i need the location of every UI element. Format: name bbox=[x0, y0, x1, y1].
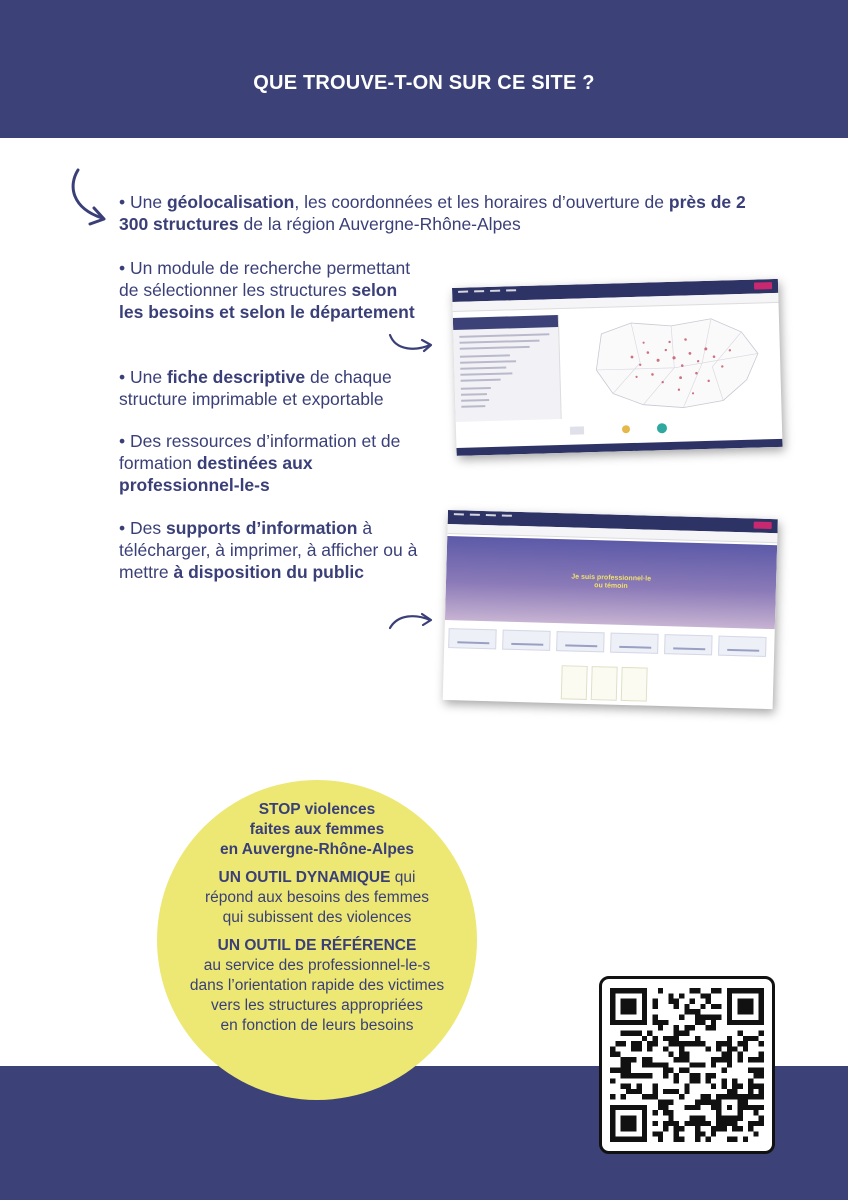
screenshot-card bbox=[718, 636, 767, 657]
panel-line bbox=[461, 399, 489, 402]
page-title: QUE TROUVE-T-ON SUR CE SITE ? bbox=[253, 72, 595, 94]
circle-line: vers les structures appropriées bbox=[211, 997, 423, 1014]
panel-line bbox=[460, 372, 512, 375]
website-screenshot-professional bbox=[443, 510, 778, 709]
screenshot-card bbox=[664, 634, 713, 655]
stat-mark bbox=[486, 514, 496, 521]
circle-line: au service des professionnel-le-s bbox=[203, 957, 431, 974]
website-screenshot-map bbox=[452, 279, 783, 456]
bullet-geolocalisation: • Une géolocalisation, les coordonnées et les horaires d’ouverture de près de 2 300 structures de la région Auvergne-Rhône-Alpes bbox=[119, 192, 746, 234]
screenshot-card bbox=[610, 633, 659, 654]
screenshot-document bbox=[561, 665, 588, 700]
circle-line: qui subissent des violences bbox=[222, 909, 412, 926]
panel-line bbox=[459, 333, 549, 338]
circle-line: en fonction de leurs besoins bbox=[220, 1017, 414, 1034]
circle-bold: UN OUTIL DYNAMIQUE bbox=[218, 869, 391, 886]
header-band bbox=[0, 0, 848, 138]
screenshot-document bbox=[591, 666, 618, 701]
circle-line: dans l’orientation rapide des victimes bbox=[189, 977, 445, 994]
panel-header bbox=[453, 315, 558, 330]
partner-logos bbox=[566, 422, 686, 437]
stat-mark bbox=[458, 291, 468, 298]
bullet-resources: • Des ressources d’information et de formation destinées aux professionnel-le-s bbox=[119, 431, 401, 495]
screenshot-card bbox=[448, 628, 497, 649]
circle-line: STOP violences bbox=[258, 801, 376, 818]
stat-mark bbox=[490, 290, 500, 297]
panel-line bbox=[461, 393, 487, 396]
curved-arrow-icon bbox=[66, 168, 110, 230]
panel-line bbox=[461, 379, 501, 382]
screenshot-footer bbox=[456, 439, 782, 456]
hero-line-1: Je suis professionnel·le bbox=[571, 573, 652, 583]
region-map bbox=[561, 309, 778, 419]
bullet-descriptive-sheet: • Une fiche descriptive de chaque structure imprimable et exportable bbox=[119, 367, 392, 409]
screenshot-document bbox=[621, 667, 648, 702]
circle-line: en Auvergne-Rhône-Alpes bbox=[219, 841, 415, 858]
panel-line bbox=[461, 387, 491, 390]
qr-code-icon[interactable] bbox=[599, 976, 775, 1154]
arrow-icon bbox=[388, 333, 434, 355]
bullet-supports: • Des supports d’information à télécharger, à imprimer, à afficher ou à mettre à disposition du public bbox=[119, 518, 418, 582]
circle-line: répond aux besoins des femmes bbox=[204, 889, 430, 906]
arrow-icon bbox=[388, 610, 434, 632]
stat-mark bbox=[502, 515, 512, 522]
hero-line-2: ou témoin bbox=[594, 582, 628, 591]
screenshot-hero bbox=[445, 536, 777, 629]
panel-line bbox=[460, 367, 506, 370]
panel-line bbox=[460, 340, 540, 344]
panel-line bbox=[460, 346, 530, 350]
circle-line: qui bbox=[390, 869, 416, 886]
panel-line bbox=[460, 354, 510, 357]
screenshot-search-panel bbox=[453, 315, 562, 422]
hero-text bbox=[446, 570, 776, 595]
circle-bold: UN OUTIL DE RÉFÉRENCE bbox=[217, 937, 417, 954]
stat-mark bbox=[470, 514, 480, 521]
screenshot-tag bbox=[754, 282, 772, 289]
panel-line bbox=[461, 405, 485, 408]
stat-mark bbox=[454, 513, 464, 520]
circle-text bbox=[157, 800, 477, 1036]
screenshot-tag bbox=[754, 522, 772, 529]
stat-mark bbox=[474, 290, 484, 297]
stat-mark bbox=[506, 289, 516, 296]
screenshot-card bbox=[502, 630, 551, 651]
bullet-search-module: • Un module de recherche permettant de sélectionner les structures selon les besoins et selon le département bbox=[119, 258, 415, 322]
circle-line: faites aux femmes bbox=[249, 821, 385, 838]
panel-line bbox=[460, 360, 516, 364]
screenshot-card bbox=[556, 631, 605, 652]
